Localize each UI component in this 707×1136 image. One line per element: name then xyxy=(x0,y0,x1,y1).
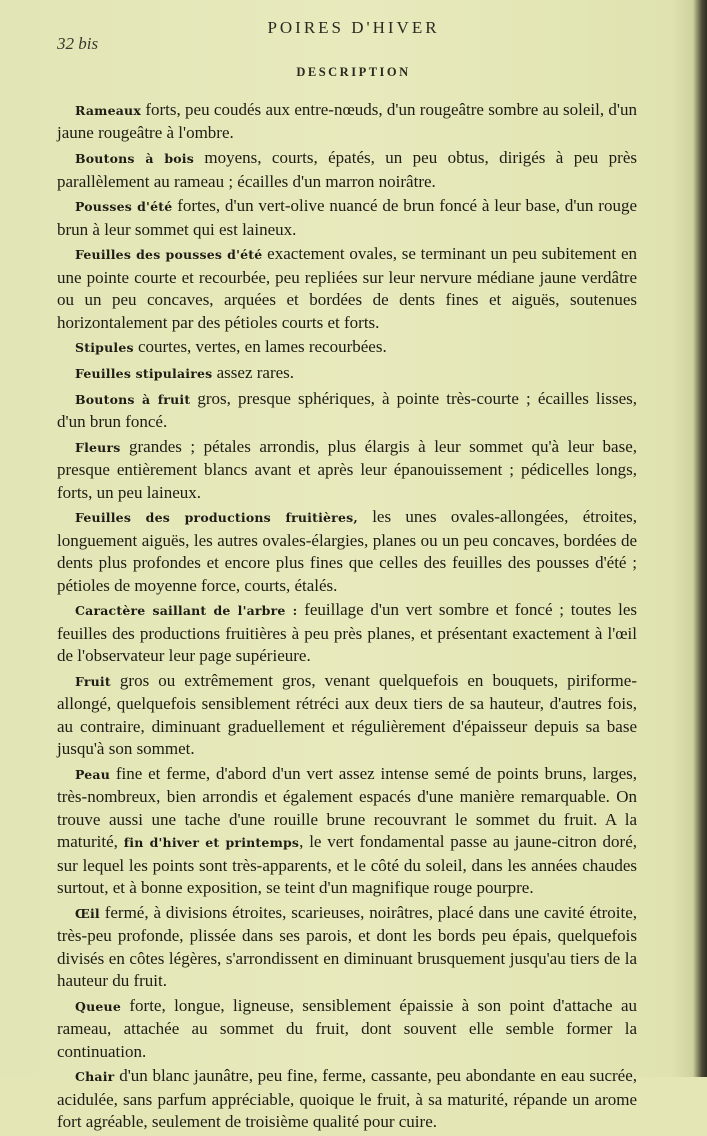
page-number: 32 bis xyxy=(57,34,99,53)
paragraph-text: moyens, courts, épatés, un peu obtus, dirigés à peu près parallèlement au rameau ; écailles d'un marron noirâtre. xyxy=(57,148,637,191)
term: Œil xyxy=(75,905,100,921)
term: Fruit xyxy=(75,673,111,689)
paragraph-fruit xyxy=(57,670,637,761)
term: Feuilles stipulaires xyxy=(75,365,213,381)
paragraph-text: forte, longue, ligneuse, sensiblement épaissie à son point d'attache au rameau, attachée au sommet du fruit, dont souvent elle semble former la continuation. xyxy=(57,995,637,1061)
paragraph-text: feuillage d'un vert sombre et foncé ; toutes les feuilles des productions fruitières à peu près planes, et présentant exactement à l'œil de l'observateur leur page supérieure. xyxy=(57,600,637,666)
paragraph-text: assez rares. xyxy=(212,362,295,382)
paragraph-boutons-a-bois xyxy=(57,147,637,193)
paragraph-caractere xyxy=(57,599,637,667)
term: Boutons à fruit xyxy=(75,391,191,407)
term: Fleurs xyxy=(75,439,121,455)
term: Chair xyxy=(75,1069,115,1085)
running-title: POIRES D'HIVER xyxy=(267,18,440,37)
paragraph-stipules xyxy=(57,336,637,359)
term: Rameaux xyxy=(75,103,141,118)
term: Queue xyxy=(75,998,121,1014)
paragraph-text: fermé, à divisions étroites, scarieuses, noirâtres, placé dans une cavité étroite, très-peu profonde, plissée dans ses parois, et dont les bords peu épais, quelquefois divisés en côtes légères, s'arrondissent en diminuant brusquement jusqu'au tiers de la hauteur du fruit. xyxy=(57,902,637,991)
description-body xyxy=(57,99,637,1136)
paragraph-queue xyxy=(57,995,637,1063)
paragraph-chair xyxy=(57,1065,637,1133)
term: Feuilles des productions fruitières, xyxy=(75,510,358,526)
term: Feuilles des pousses d'été xyxy=(75,247,263,263)
paragraph-text: courtes, vertes, en lames recourbées. xyxy=(133,337,387,357)
maturity-period: fin d'hiver et printemps xyxy=(123,835,300,851)
paragraph-boutons-a-fruit xyxy=(57,388,637,434)
paragraph-text: fortes, d'un vert-olive nuancé de brun foncé à leur base, d'un rouge brun à leur sommet qui est laineux. xyxy=(57,196,637,239)
paragraph-text: fine et ferme, d'abord d'un vert assez intense semé de points bruns, larges, très-nombreux, bien arrondis et également espacés d'une manière remarquable. On trouve aussi une tache d'une rouille brune recouvrant le sommet du fruit. A la maturité, xyxy=(57,763,637,852)
paragraph-feuilles-productions xyxy=(57,506,637,597)
paragraph-text: forts, peu coudés aux entre-nœuds, d'un rougeâtre sombre au soleil, d'un jaune rougeâtre à l'ombre. xyxy=(57,100,637,143)
term: Boutons à bois xyxy=(75,151,194,167)
paragraph-text: d'un blanc jaunâtre, peu fine, ferme, cassante, peu abondante en eau sucrée, acidulée, sans parfum appréciable, quoique le fruit, à sa maturité, répande un arome fort agréable, seulement de troisième qualité pour cuire. xyxy=(57,1066,637,1132)
paragraph-text: gros ou extrêmement gros, venant quelquefois en bouquets, piriforme-allongé, quelquefois sensiblement rétréci aux deux tiers de sa hauteur, d'autres fois, au contraire, diminuant graduellement et régulièrement d'épaisseur depuis sa base jusqu'à son sommet. xyxy=(57,670,637,759)
paragraph-text-continued: , le vert fondamental passe au jaune-citron doré, sur lequel les points sont très-apparents, et le côté du soleil, dans les années chaudes surtout, et à bonne exposition, se teint d'un magnifique rouge pourpre. xyxy=(57,832,637,898)
paragraph-rameaux xyxy=(57,99,637,145)
term: Pousses d'été xyxy=(75,199,173,215)
paragraph-pousses-d-ete xyxy=(57,195,637,241)
paragraph-peau xyxy=(57,763,637,900)
term: Caractère saillant de l'arbre : xyxy=(75,603,298,619)
paragraph-fleurs xyxy=(57,436,637,504)
paragraph-text: exactement ovales, se terminant un peu subitement en une pointe courte et recourbée, peu repliées sur leur nervure médiane jaune verdâtre ou un peu concaves, arquées et bordées de dents fines et aiguës, soutenues horizontalement par des pétioles courts et forts. xyxy=(57,244,637,332)
term: Peau xyxy=(75,766,111,782)
paragraph-text: gros, presque sphériques, à pointe très-courte ; écailles lisses, d'un brun foncé. xyxy=(57,388,637,432)
paragraph-oeil xyxy=(57,902,637,993)
paragraph-text: les unes ovales-allongées, étroites, longuement aiguës, les autres ovales-élargies, planes ou un peu concaves, bordées de dents plus profondes et encore plus fines que celles des feuilles des pousses d'été ; pétioles de moyenne force, courts, étalés. xyxy=(57,507,637,595)
section-title: DESCRIPTION xyxy=(296,65,411,79)
paragraph-feuilles-stipulaires xyxy=(57,362,637,385)
paragraph-text: grandes ; pétales arrondis, plus élargis à leur sommet qu'à leur base, presque entièrement blancs avant et après leur épanouissement ; pédicelles longs, forts, un peu laineux. xyxy=(57,436,637,502)
paragraph-feuilles-des-pousses xyxy=(57,243,637,334)
term: Stipules xyxy=(75,340,134,356)
